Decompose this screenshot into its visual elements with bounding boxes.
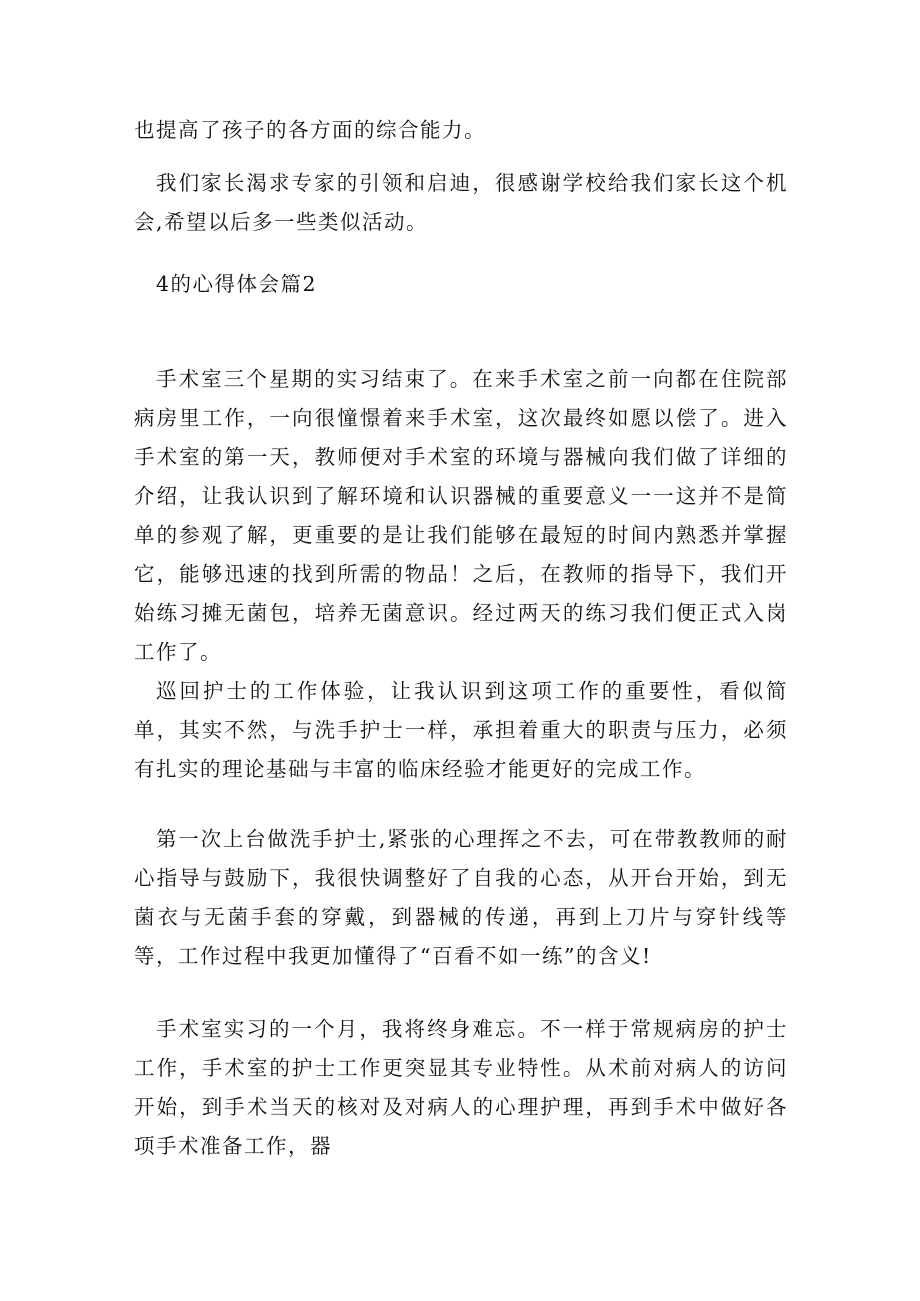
paragraph-2: 巡回护士的工作体验，让我认识到这项工作的重要性，看似简单，其实不然，与洗手护士一样，承担着重大的职责与压力，必须有扎实的理论基础与丰富的临床经验才能更好的完成工作。 [134,679,788,781]
paragraph-1: 手术室三个星期的实习结束了。在来手术室之前一向都在住院部病房里工作，一向很憧憬着来手术室，这次最终如愿以偿了。进入手术室的第一天，教师便对手术室的环境与器械向我们做了详细的介绍，让我认识到了解环境和认识器械的重要意义一一这并不是简单的参观了解，更重要的是让我们能够在最短的时间内熟悉并掌握它，能够迅速的找到所需的物品！之后，在教师的指导下，我们开始练习摊无菌包，培养无菌意识。经过两天的练习我们便正式入岗工作了。 [134,367,788,664]
paragraph-4: 手术室实习的一个月，我将终身难忘。不一样于常规病房的护士工作，手术室的护士工作更突显其专业特性。从术前对病人的访问开始，到手术当天的核对及对病人的心理护理，再到手术中做好各项手术准备工作，器 [134,1017,788,1158]
intro-line: 也提高了孩子的各方面的综合能力。 [134,118,486,142]
paragraph-3: 第一次上台做洗手护士,紧张的心理挥之不去，可在带教教师的耐心指导与鼓励下，我很快调整好了自我的心态，从开台开始，到无菌衣与无菌手套的穿戴，到器械的传递，再到上刀片与穿针线等等，工作过程中我更加懂得了“百看不如一练”的含义! [134,827,788,968]
section-heading: 4的心得体会篇2 [156,272,318,296]
intro-paragraph: 我们家长渴求专家的引领和启迪，很感谢学校给我们家长这个机会,希望以后多一些类似活动。 [134,171,788,234]
